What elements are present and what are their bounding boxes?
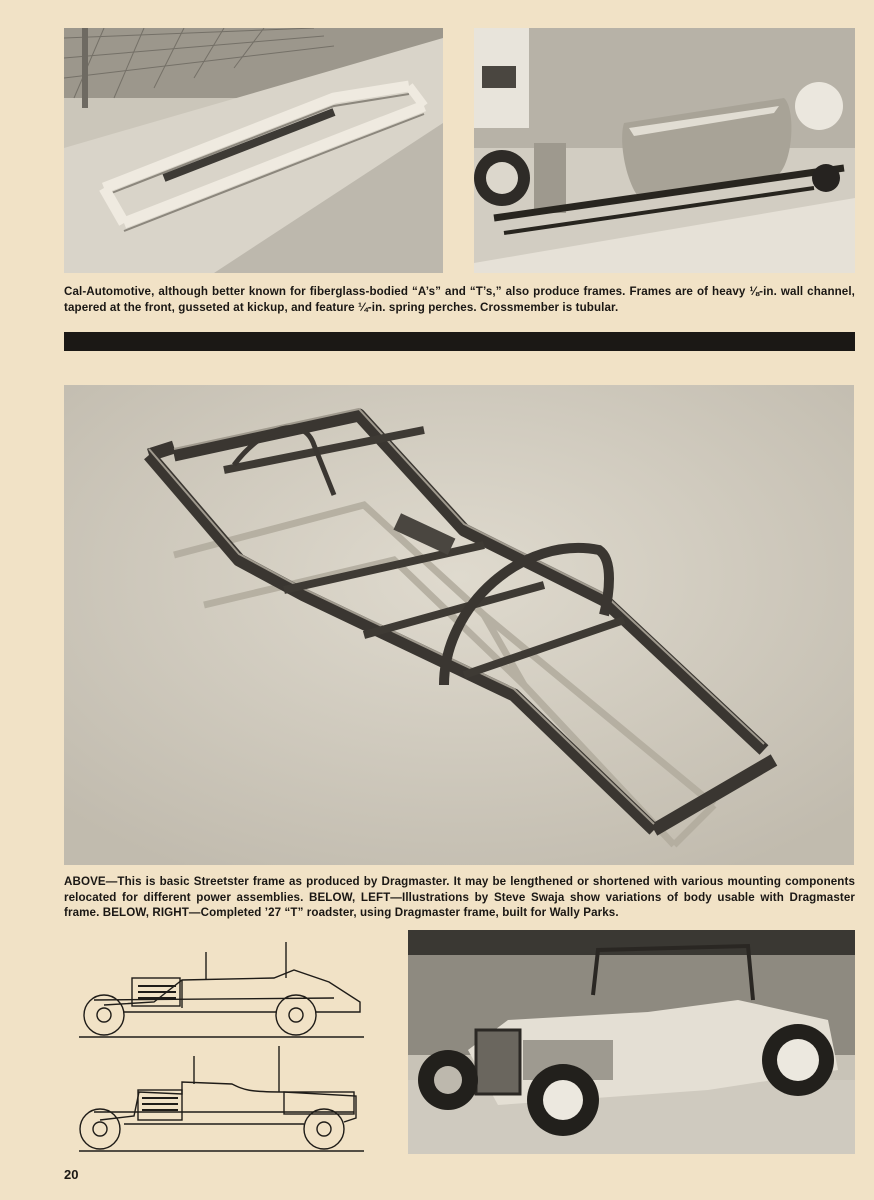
- section-divider-bar: [64, 332, 855, 351]
- roadster-body-illustration: [64, 930, 400, 1040]
- page-number: 20: [64, 1167, 79, 1182]
- t-body-chassis-image: [474, 28, 855, 273]
- frame-on-floor-image: [64, 28, 443, 273]
- streetster-frame-photo: [64, 385, 854, 865]
- pickup-body-illustration: [64, 1040, 400, 1155]
- completed-roadster-image: [408, 930, 855, 1154]
- top-photos-caption: Cal-Automotive, although better known for fiberglass-bodied “A’s” and “T’s,” also produce frames. Frames are of heavy ⅛-in. wall channel, tapered at the front, gusseted at kickup, and feature ¼-in. spring perches. Crossmember is tubular.: [64, 285, 855, 314]
- cal-automotive-t-body-photo: [474, 28, 855, 273]
- streetster-frame-image: [64, 385, 854, 865]
- pickup-line-drawing: [64, 1040, 400, 1155]
- main-photo-caption: ABOVE—This is basic Streetster frame as produced by Dragmaster. It may be lengthened or shortened with various mounting components relocated for different power assemblies. BELOW, LEFT—Illustrations by Steve Swaja show variations of body usable with Dragmaster frame. BELOW, RIGHT—Completed ’27 “T” roadster, using Dragmaster frame, built for Wally Parks.: [64, 875, 855, 919]
- roadster-line-drawing: [64, 930, 400, 1040]
- wally-parks-roadster-photo: [408, 930, 855, 1154]
- cal-automotive-frame-photo: [64, 28, 443, 273]
